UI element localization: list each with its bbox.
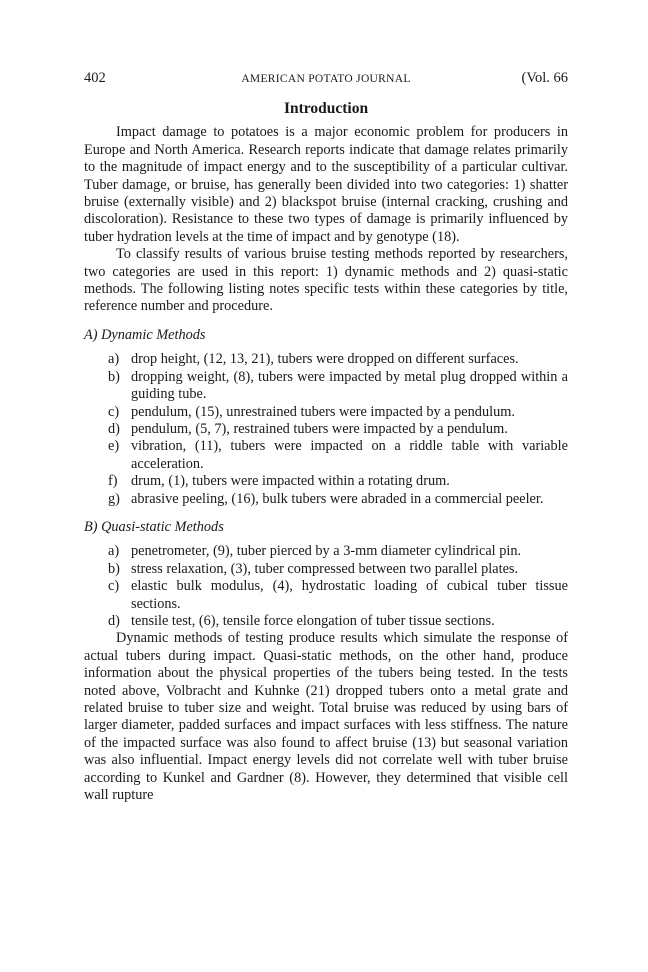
volume-label: (Vol. 66 bbox=[521, 70, 568, 86]
list-item: d) tensile test, (6), tensile force elongation of tuber tissue sections. bbox=[108, 612, 495, 629]
intro-paragraph-1: Impact damage to potatoes is a major economic problem for producers in Europe and North America. Research reports indicate that damage relates primarily to the magnitude of impact energy and to the susceptibility of a particular cultivar. Tuber damage, or bruise, has generally been divided into two categories: 1) shatter bruise (externally visible) and 2) blackspot bruise (internal cracking, crushing and discoloration). Resistance to these two types of damage is primarily influenced by tuber hydration levels at the time of impact and by genotype (18). bbox=[84, 124, 568, 245]
page-number: 402 bbox=[84, 70, 106, 86]
list-item: a) penetrometer, (9), tuber pierced by a 3-mm diameter cylindrical pin. bbox=[108, 543, 522, 560]
section-title: Introduction bbox=[283, 100, 369, 117]
dynamic-methods-list bbox=[84, 351, 568, 508]
journal-title: AMERICAN POTATO JOURNAL bbox=[241, 73, 411, 85]
list-item: a) drop height, (12, 13, 21), tubers were dropped on different surfaces. bbox=[108, 351, 519, 368]
list-item: d) pendulum, (5, 7), restrained tubers were impacted by a pendulum. bbox=[108, 420, 508, 437]
quasi-static-methods-list bbox=[84, 543, 568, 630]
list-item: f) drum, (1), tubers were impacted within a rotating drum. bbox=[108, 473, 450, 490]
running-header bbox=[84, 70, 568, 88]
quasi-static-methods-heading: B) Quasi-static Methods bbox=[84, 518, 224, 535]
list-item: g) abrasive peeling, (16), bulk tubers were abraded in a commercial peeler. bbox=[108, 490, 544, 507]
journal-page bbox=[84, 70, 568, 804]
intro-paragraph-2: To classify results of various bruise testing methods reported by researchers, two categories are used in this report: 1) dynamic methods and 2) quasi-static methods. The following listing notes specific tests within these categories by title, reference number and procedure. bbox=[84, 246, 568, 315]
dynamic-methods-heading: A) Dynamic Methods bbox=[84, 326, 206, 343]
list-item: c) elastic bulk modulus, (4), hydrostatic loading of cubical tuber tissue sections. bbox=[108, 578, 568, 612]
list-item: e) vibration, (11), tubers were impacted on a riddle table with variable acceleration. bbox=[108, 438, 568, 472]
list-item: b) stress relaxation, (3), tuber compressed between two parallel plates. bbox=[108, 560, 519, 577]
closing-paragraph: Dynamic methods of testing produce results which simulate the response of actual tubers during impact. Quasi-static methods, on the other hand, produce information about the physical properties of the tubers being tested. In the tests noted above, Volbracht and Kuhnke (21) dropped tubers onto a metal grate and related bruise to tuber size and weight. Total bruise was reduced by using bars of larger diameter, padded surfaces and impact surfaces with less stiffness. The nature of the impacted surface was also found to affect bruise (13) but seasonal variation was also influential. Impact energy levels did not correlate well with tuber bruise according to Kunkel and Gardner (8). However, they determined that visible cell wall rupture bbox=[84, 630, 568, 804]
list-item: b) dropping weight, (8), tubers were impacted by metal plug dropped within a guiding tube. bbox=[108, 368, 568, 403]
list-item: c) pendulum, (15), unrestrained tubers were impacted by a pendulum. bbox=[108, 403, 515, 420]
